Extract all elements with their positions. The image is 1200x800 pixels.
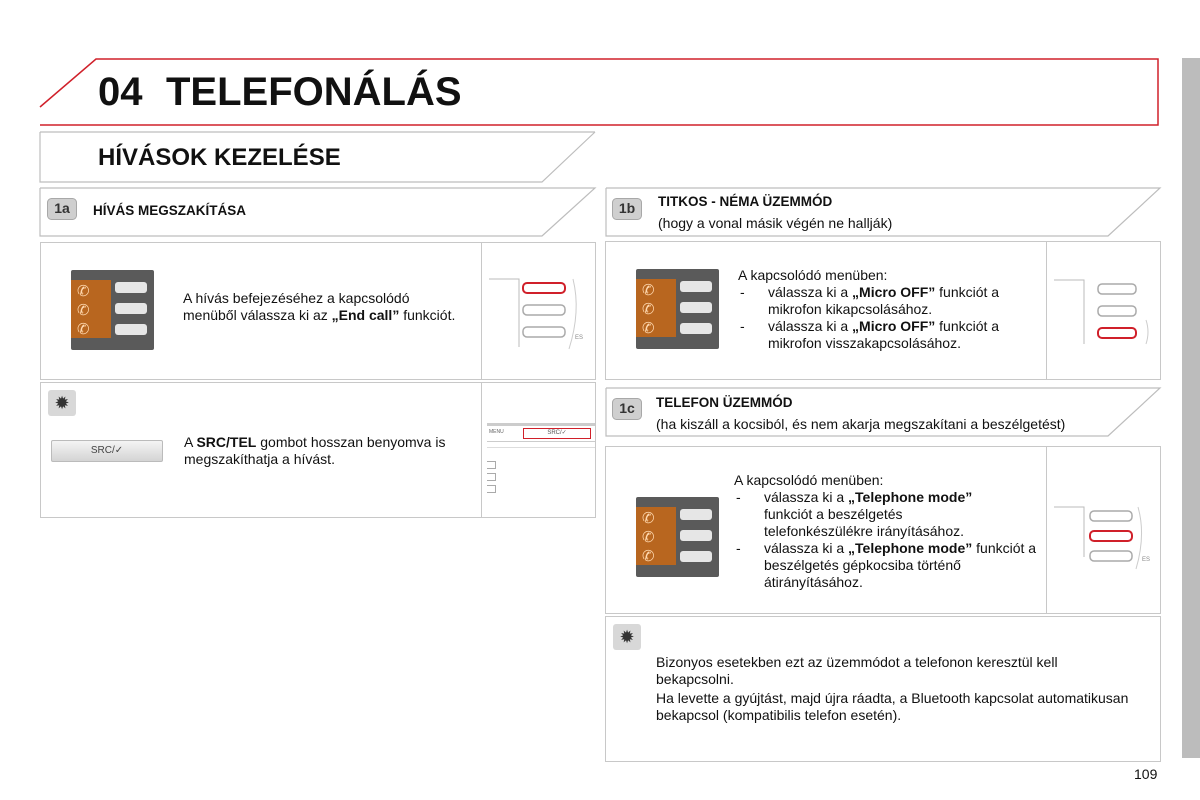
button-diagram-telephone-mode (1050, 499, 1160, 579)
chapter-title: TELEFONÁLÁS (166, 70, 462, 114)
badge-1b: 1b (612, 198, 642, 220)
badge-1a: 1a (47, 198, 77, 220)
badge-1c: 1c (612, 398, 642, 420)
section-title: HÍVÁSOK KEZELÉSE (98, 144, 341, 171)
tip-1-lamp-icon: ✹ (48, 390, 76, 416)
tip-1-text: A SRC/TEL gombot hosszan benyomva is megszakíthatja a hívást. (184, 434, 446, 467)
tip-1-box (40, 382, 596, 518)
block-1b-item: - válassza ki a „Micro OFF” funkciót a mikrofon visszakapcsolásához. (738, 318, 1038, 352)
block-1a-divider (481, 243, 482, 379)
block-1c-item: - válassza ki a „Telephone mode” funkciót a beszélgetés telefonkészülékre irányításához. (734, 489, 994, 540)
block-1b-title: TITKOS - NÉMA ÜZEMMÓD (658, 194, 833, 209)
tip-2-paragraph: Bizonyos esetekben ezt az üzemmódot a telefonon keresztül kell bekapcsolni. (656, 654, 1058, 687)
block-1c-title: TELEFON ÜZEMMÓD (656, 395, 793, 410)
page-number: 109 (1134, 766, 1158, 782)
block-1c-subtitle: (ha kiszáll a kocsiból, és nem akarja megszakítani a beszélgetést) (656, 416, 1066, 432)
chapter-side-tab (1182, 58, 1200, 758)
phone-handset-icons: ✆ ✆ ✆ (77, 283, 90, 338)
src-tel-button-image: SRC/✓ (51, 440, 163, 462)
block-1b-intro: A kapcsolódó menüben: (738, 267, 888, 283)
block-1c-item: - válassza ki a „Telephone mode” funkciót a beszélgetés gépkocsiba történő átirányításához. (734, 540, 1044, 591)
tip-2-paragraph: Ha levette a gyújtást, majd újra ráadta, a Bluetooth kapcsolat automatikusan bekapcsol (kompatibilis telefon esetén). (656, 690, 1129, 723)
panel-src-diagram (487, 423, 595, 495)
block-1b-item: - válassza ki a „Micro OFF” funkciót a mikrofon kikapcsolásához. (738, 284, 1038, 318)
block-1b-divider (1046, 242, 1047, 379)
button-diagram-micro-off (1050, 272, 1160, 352)
block-1b-subtitle: (hogy a vonal másik végén ne hallják) (658, 215, 893, 231)
block-1a-text: A hívás befejezéséhez a kapcsolódó menüből válassza ki az „End call” funkciót. (183, 290, 456, 323)
block-1c-text (734, 472, 1037, 591)
diagram-es-label: ES (575, 335, 584, 341)
chapter-number: 04 (98, 70, 143, 114)
block-1b-text (738, 267, 1038, 352)
phone-menu-screen (636, 269, 719, 349)
block-1c-intro: A kapcsolódó menüben: (734, 472, 884, 488)
block-1a-title: HÍVÁS MEGSZAKÍTÁSA (93, 203, 247, 218)
panel-menu-label: MENU (489, 429, 504, 435)
block-1c-divider (1046, 447, 1047, 613)
block-1a-content (40, 242, 596, 380)
tip-2-lamp-icon: ✹ (613, 624, 641, 650)
tip-1-divider (481, 383, 482, 517)
button-diagram-end-call (485, 271, 595, 351)
phone-menu-screen (71, 270, 154, 350)
phone-menu-screen (636, 497, 719, 577)
block-1c-content (605, 446, 1161, 614)
phone-handset-icons: ✆ ✆ ✆ (642, 282, 655, 337)
diagram-es-label: ES (1142, 557, 1151, 563)
tip-2-text (656, 654, 1136, 724)
block-1b-content (605, 241, 1161, 380)
phone-handset-icons: ✆ ✆ ✆ (642, 510, 655, 565)
panel-src-button: SRC/✓ (523, 428, 591, 439)
tip-2-box (605, 616, 1161, 762)
